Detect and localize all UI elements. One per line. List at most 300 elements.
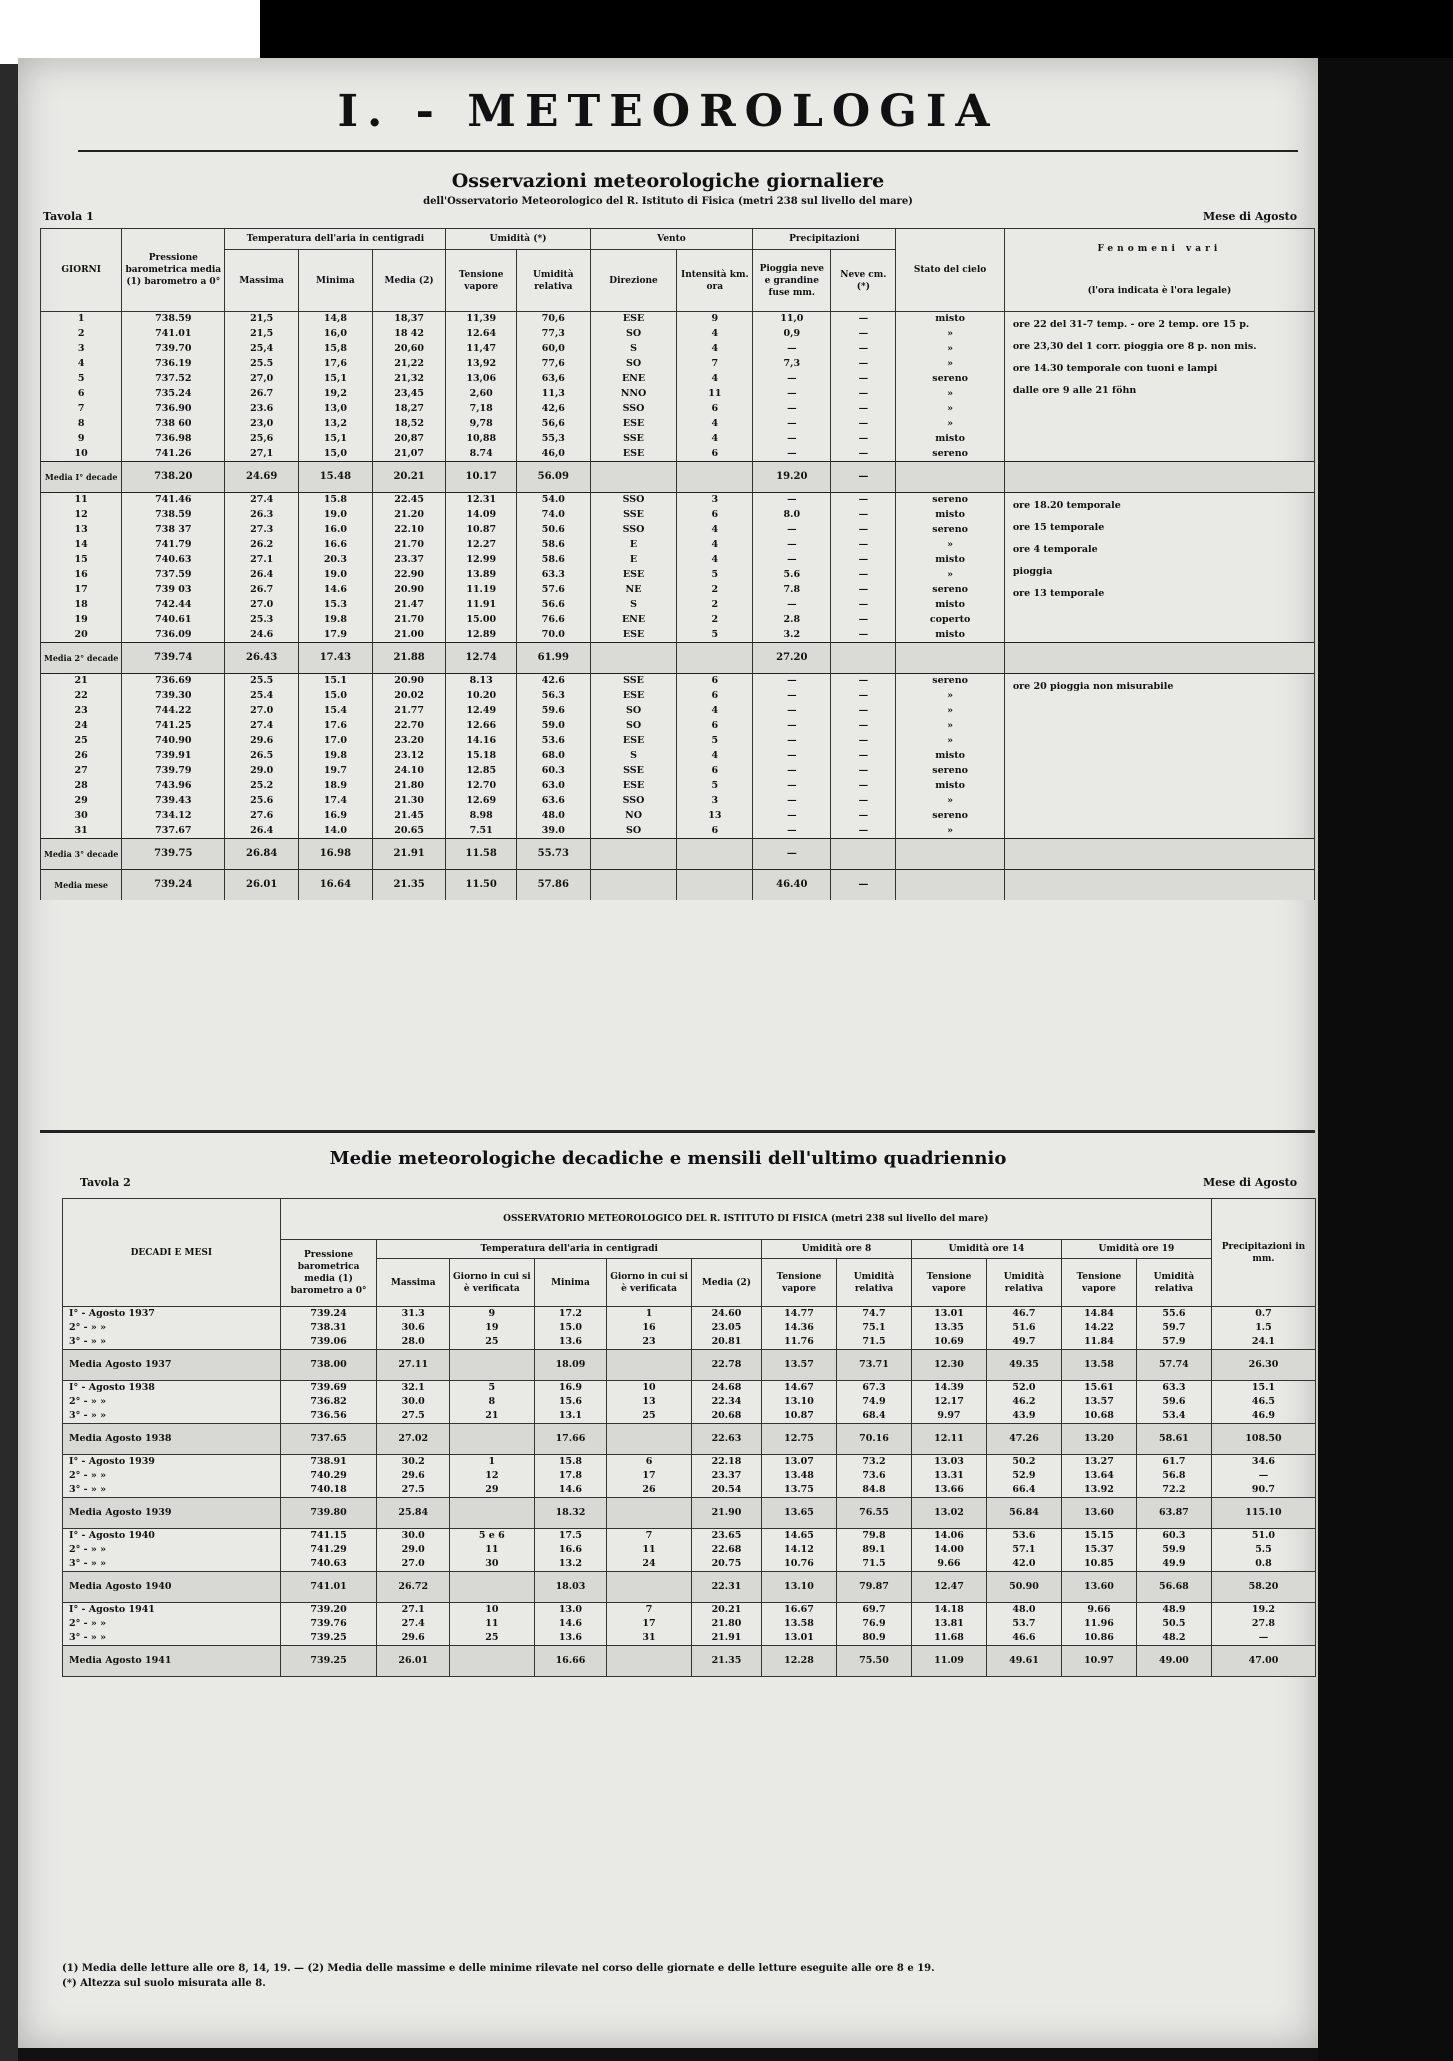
table-cell: 6 [607,1455,692,1470]
table-cell: 10.76 [762,1557,837,1572]
table-cell: Media 2° decade [41,643,122,674]
table-cell: misto [896,553,1004,568]
table-cell: 21.70 [372,538,446,553]
table-cell: 15.8 [299,493,373,508]
table-cell [677,462,753,493]
table-cell: 57.86 [516,870,590,901]
col-tensione-19: Tensione vapore [1061,1259,1136,1307]
table-cell: 13.57 [1061,1395,1136,1409]
table-cell: 23 [41,704,122,719]
table-cell: 12.49 [446,704,516,719]
table-cell: 2° - » » [63,1469,281,1483]
table-cell: 63.6 [516,794,590,809]
table-cell: 17.66 [534,1424,607,1455]
table-cell: 12.89 [446,628,516,643]
table-cell: 73.6 [837,1469,912,1483]
table-cell: 30.2 [377,1455,450,1470]
table-cell: 14,8 [299,312,373,327]
table-cell: 739.91 [122,749,225,764]
table-cell: Media Agosto 1941 [63,1646,281,1677]
table-cell: 16.98 [299,839,373,870]
table-cell: 25 [41,734,122,749]
table-cell: 739.30 [122,689,225,704]
table-cell [677,643,753,674]
table-cell: 10 [41,447,122,462]
table-cell: 12.85 [446,764,516,779]
table-cell: 53.6 [516,734,590,749]
table-cell: » [896,327,1004,342]
table-cell: 735.24 [122,387,225,402]
table-cell: 23.37 [691,1469,761,1483]
table-cell: — [831,523,896,538]
table-cell: 6 [677,674,753,689]
table-cell: 42,6 [516,402,590,417]
table-cell: 6 [677,764,753,779]
table-cell: 15,1 [299,372,373,387]
table-cell [831,643,896,674]
table-cell: 8.13 [446,674,516,689]
table-cell: 18.03 [534,1572,607,1603]
table-cell: 18.09 [534,1350,607,1381]
table-cell [590,462,677,493]
table-cell: 737.59 [122,568,225,583]
table-cell: 30 [450,1557,535,1572]
table-cell: 20.54 [691,1483,761,1498]
table-cell: 3° - » » [63,1409,281,1424]
table-cell: 7 [41,402,122,417]
table-cell: 21.70 [372,613,446,628]
table-cell: 739.24 [122,870,225,901]
table-cell: — [831,553,896,568]
table-cell: 79.8 [837,1529,912,1544]
table-cell: 26.7 [225,583,299,598]
table-cell [450,1572,535,1603]
table-cell: 48.2 [1136,1631,1211,1646]
table-cell: 25,4 [225,342,299,357]
col-neve: Neve cm. (*) [831,250,896,312]
table-cell: 60.3 [516,764,590,779]
fenomeni-note-line: dalle ore 9 alle 21 föhn [1012,385,1137,396]
table-cell: 6 [677,719,753,734]
table-cell: » [896,342,1004,357]
table-cell: 16 [41,568,122,583]
table-cell: 22.78 [691,1350,761,1381]
table-cell: 10 [450,1603,535,1618]
table1-subtitle: dell'Osservatorio Meteorologico del R. Istituto di Fisica (metri 238 sul livello del mare) [423,196,913,207]
table-cell: 13.27 [1061,1455,1136,1470]
table-row [63,1409,1316,1424]
table-cell [590,870,677,901]
table-cell: 3° - » » [63,1483,281,1498]
col-umidita-relativa: Umidità relativa [516,250,590,312]
table-cell: 736.90 [122,402,225,417]
col-giorni: GIORNI [41,229,122,312]
table-row [63,1321,1316,1335]
table-cell: 2 [677,613,753,628]
table-cell: — [753,402,831,417]
table-cell: 48.9 [1136,1603,1211,1618]
table-cell: 27.4 [225,719,299,734]
table-cell: 0.7 [1211,1307,1315,1322]
table-cell: 736.09 [122,628,225,643]
col-umidita-19: Umidità ore 19 [1061,1240,1211,1259]
table-cell: 5 [41,372,122,387]
table-cell: SSE [590,674,677,689]
table-cell: 13.6 [534,1335,607,1350]
table-cell: Media mese [41,870,122,901]
table-cell: 18,52 [372,417,446,432]
table-cell: 20.90 [372,583,446,598]
table-cell: 20.81 [691,1335,761,1350]
table-cell: 12.31 [446,493,516,508]
document-page [18,58,1318,2048]
table-cell: 10.85 [1061,1557,1136,1572]
table-cell: SO [590,719,677,734]
table-cell: — [831,613,896,628]
table-row [63,1455,1316,1470]
table-cell: 21 [450,1409,535,1424]
col-massima: Massima [377,1259,450,1307]
table-cell: 26 [607,1483,692,1498]
table-cell [607,1424,692,1455]
fenomeni-cell [1004,493,1314,643]
table-cell: » [896,402,1004,417]
table-cell: 19.8 [299,613,373,628]
col-media: Media (2) [691,1259,761,1307]
table-row [63,1307,1316,1322]
table-cell: 13.64 [1061,1469,1136,1483]
table-cell: 20.90 [372,674,446,689]
table-cell: 740.29 [280,1469,377,1483]
table-cell: 21.00 [372,628,446,643]
col-massima: Massima [225,250,299,312]
table-cell: 740.63 [280,1557,377,1572]
table-cell: 13.03 [911,1455,986,1470]
table-cell: 39.0 [516,824,590,839]
table-cell: 4 [41,357,122,372]
table-cell: 11.76 [762,1335,837,1350]
table-cell: S [590,598,677,613]
table-cell: — [831,462,896,493]
table-cell: 10.87 [762,1409,837,1424]
table-cell: 12.11 [911,1424,986,1455]
table-cell: 63,6 [516,372,590,387]
table-cell: 26.3 [225,508,299,523]
col-direzione: Direzione [590,250,677,312]
table-cell: 7.8 [753,583,831,598]
col-vento-group: Vento [590,229,753,250]
table-cell: 17 [41,583,122,598]
table-cell: 13.0 [534,1603,607,1618]
table-cell: 21,07 [372,447,446,462]
table-cell: 27.1 [377,1603,450,1618]
table-cell: — [753,493,831,508]
table-cell: 57.9 [1136,1335,1211,1350]
table-cell: 21,5 [225,312,299,327]
table-cell: 56.09 [516,462,590,493]
table-cell: 12.74 [446,643,516,674]
table-cell: 11,3 [516,387,590,402]
table-cell: 90.7 [1211,1483,1315,1498]
table-cell: 738.20 [122,462,225,493]
table-cell: 3.2 [753,628,831,643]
table-cell: 13.57 [762,1350,837,1381]
table-cell: 10 [607,1381,692,1396]
table-cell: I° - Agosto 1939 [63,1455,281,1470]
table-cell: 13.35 [911,1321,986,1335]
table-cell: 3° - » » [63,1557,281,1572]
table-cell: 30.0 [377,1529,450,1544]
table-cell: SO [590,357,677,372]
table-cell: 740.90 [122,734,225,749]
table-cell: 739.06 [280,1335,377,1350]
table-cell: 13,2 [299,417,373,432]
table-cell: 16.9 [299,809,373,824]
table-cell: 741.15 [280,1529,377,1544]
table-row [63,1483,1316,1498]
table-cell: Media 3° decade [41,839,122,870]
table-cell: 4 [677,523,753,538]
table-cell: 12.30 [911,1350,986,1381]
table-cell: misto [896,779,1004,794]
table-cell: 3 [41,342,122,357]
table-cell: 80.9 [837,1631,912,1646]
footnote: (*) Altezza sul suolo misurata alle 8. [62,1978,266,1989]
table-cell [677,839,753,870]
scan-left-edge [0,64,18,2061]
table-cell: 27.20 [753,643,831,674]
table-cell: 56.6 [516,598,590,613]
table-cell: 2 [677,583,753,598]
table-cell [450,1646,535,1677]
table-cell: 5 [677,568,753,583]
table-cell: 71.5 [837,1335,912,1350]
table-cell: 19 [41,613,122,628]
table-cell: 7 [607,1603,692,1618]
table-cell: Media Agosto 1939 [63,1498,281,1529]
table-cell: 740.61 [122,613,225,628]
table-cell: 76.55 [837,1498,912,1529]
table-cell [1004,839,1314,870]
table-cell: 57.74 [1136,1350,1211,1381]
table-cell [607,1572,692,1603]
fenomeni-note-line: ore 23,30 del 1 corr. pioggia ore 8 p. non mis. [1012,341,1257,352]
col-umidita-8: Umidità ore 8 [762,1240,912,1259]
table-cell: 71.5 [837,1557,912,1572]
table-cell: 8.98 [446,809,516,824]
table-cell: 8.0 [753,508,831,523]
table-cell: 15.15 [1061,1529,1136,1544]
table-cell: I° - Agosto 1937 [63,1307,281,1322]
table-cell: 23,0 [225,417,299,432]
table-cell: 18.32 [534,1498,607,1529]
col-pressione: Pressione barometrica media (1) barometro a 0° [122,229,225,312]
table-row [63,1335,1316,1350]
table-cell: 737.67 [122,824,225,839]
average-row [63,1572,1316,1603]
table-cell: » [896,689,1004,704]
table-cell: 736.98 [122,432,225,447]
table-cell: 55.73 [516,839,590,870]
average-row [63,1350,1316,1381]
table-cell: 741.25 [122,719,225,734]
table-cell: » [896,417,1004,432]
table-cell: 23,45 [372,387,446,402]
fenomeni-note-line: ore 14.30 temporale con tuoni e lampi [1012,363,1218,374]
table-cell: — [753,689,831,704]
fenomeni-note-line: pioggia [1012,566,1053,577]
table-cell: 11 [450,1543,535,1557]
table-cell: 30.6 [377,1321,450,1335]
table-cell: 56.8 [1136,1469,1211,1483]
table-cell: 738.00 [280,1350,377,1381]
table-cell: SSE [590,508,677,523]
table-cell [607,1350,692,1381]
table-cell: 25.3 [225,613,299,628]
table-cell: 9.66 [1061,1603,1136,1618]
table-cell: 734.12 [122,809,225,824]
table-cell: Media I° decade [41,462,122,493]
table-cell: 51.6 [986,1321,1061,1335]
table-cell: 10.86 [1061,1631,1136,1646]
table-cell: 9.66 [911,1557,986,1572]
table-cell: 15.1 [1211,1381,1315,1396]
table-cell [450,1424,535,1455]
table-row [63,1381,1316,1396]
table-cell: 61.99 [516,643,590,674]
table-cell [1004,643,1314,674]
divider [78,150,1298,152]
table-cell: 22.18 [691,1455,761,1470]
table-cell: 15.61 [1061,1381,1136,1396]
table-cell: 23.12 [372,749,446,764]
table-cell: 13.1 [534,1409,607,1424]
table-cell: 6 [677,824,753,839]
table-cell: 46.5 [1211,1395,1315,1409]
table-cell: 21.20 [372,508,446,523]
table-cell: — [831,538,896,553]
table-cell: 741.26 [122,447,225,462]
table-cell: 34.6 [1211,1455,1315,1470]
table-cell: — [1211,1469,1315,1483]
table-cell: 13,06 [446,372,516,387]
table-cell: — [753,704,831,719]
table-cell: ESE [590,689,677,704]
table-cell: 29 [41,794,122,809]
table-cell: 70.0 [516,628,590,643]
table-cell: 13.6 [534,1631,607,1646]
table-cell: 11 [677,387,753,402]
table-cell: SSE [590,432,677,447]
table-cell: — [753,553,831,568]
table-cell: 14.77 [762,1307,837,1322]
table-cell: 19 [450,1321,535,1335]
table-cell: 25.5 [225,674,299,689]
table-cell: 27.11 [377,1350,450,1381]
table-cell: » [896,387,1004,402]
table-cell: — [831,327,896,342]
table-cell: 49.35 [986,1350,1061,1381]
col-giorno-massima: Giorno in cui si è verificata [450,1259,535,1307]
table-cell: 13.66 [911,1483,986,1498]
table-cell: 27.4 [377,1617,450,1631]
table-cell: ESE [590,312,677,327]
table-cell: 52.0 [986,1381,1061,1396]
table-cell: 21.91 [691,1631,761,1646]
table-cell: 27.8 [1211,1617,1315,1631]
table-cell: 17.5 [534,1529,607,1544]
table-cell: 15.00 [446,613,516,628]
fenomeni-cell [1004,312,1314,462]
table-cell: 27.5 [377,1483,450,1498]
table-cell: 5 [677,779,753,794]
table-cell: 19.2 [1211,1603,1315,1618]
table-cell: Media Agosto 1938 [63,1424,281,1455]
table-cell: 16.0 [299,523,373,538]
table-cell: 17.9 [299,628,373,643]
table-cell: 16,0 [299,327,373,342]
table-cell: 20,87 [372,432,446,447]
table-cell: — [831,387,896,402]
table-cell: 2° - » » [63,1543,281,1557]
table-cell: 21.47 [372,598,446,613]
table-cell: — [831,432,896,447]
table-cell: 75.50 [837,1646,912,1677]
table-cell: 21.77 [372,704,446,719]
table-cell: sereno [896,447,1004,462]
table-cell: 736.19 [122,357,225,372]
table-cell: 7 [607,1529,692,1544]
table-cell: misto [896,432,1004,447]
table-cell: 14 [41,538,122,553]
page-title: I. - METEOROLOGIA [337,86,999,137]
table-cell [590,839,677,870]
table-row [63,1543,1316,1557]
table-cell: 13.01 [762,1631,837,1646]
table-cell: 60,0 [516,342,590,357]
table-cell: 26.4 [225,568,299,583]
table-cell: 77,6 [516,357,590,372]
table-cell: 11.84 [1061,1335,1136,1350]
table-cell: 1.5 [1211,1321,1315,1335]
table-cell: 46.40 [753,870,831,901]
table-cell: 9.97 [911,1409,986,1424]
table-cell: — [753,447,831,462]
table-cell: ESE [590,417,677,432]
table-cell: — [753,342,831,357]
col-temperatura-group: Temperatura dell'aria in centigradi [377,1240,762,1259]
table-cell: 16.64 [299,870,373,901]
average-row [41,643,1315,674]
table-cell: » [896,538,1004,553]
table-cell: 17.8 [534,1469,607,1483]
table-cell: 11.09 [911,1646,986,1677]
table-cell: — [753,417,831,432]
table-cell: 739.25 [280,1646,377,1677]
table-cell: NO [590,809,677,824]
table-cell: 54.0 [516,493,590,508]
table-cell: 59.0 [516,719,590,734]
table-cell: sereno [896,523,1004,538]
table-cell: 5 e 6 [450,1529,535,1544]
table-cell: 16.67 [762,1603,837,1618]
table-cell: 53.7 [986,1617,1061,1631]
table-cell: 50.5 [1136,1617,1211,1631]
table-cell: 108.50 [1211,1424,1315,1455]
col-umidita-rel-19: Umidità relativa [1136,1259,1211,1307]
table-cell: 738 60 [122,417,225,432]
table-cell: 19.20 [753,462,831,493]
